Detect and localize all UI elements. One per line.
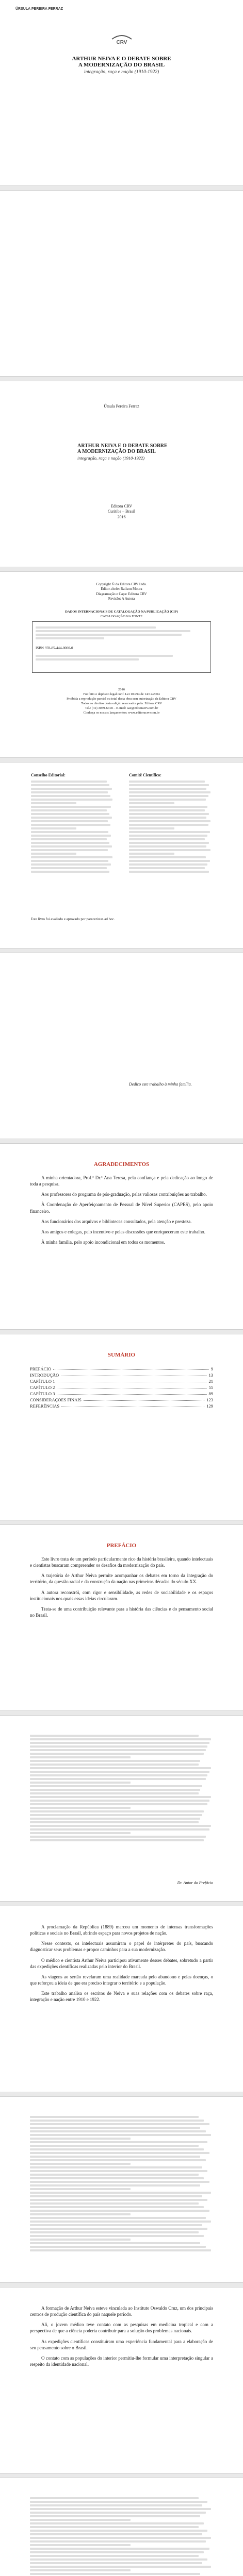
text-line [31,799,112,801]
text-line [30,2569,131,2571]
blank-page [0,191,243,376]
toc-entry[interactable] [30,1372,213,1378]
text-line [129,817,206,819]
introduction-continued-page [0,2097,243,2282]
text-line [129,831,210,833]
page-separator [0,948,243,953]
publisher-logo [109,31,135,45]
title-page-title-line1: ARTHUR NEIVA E O DEBATE SOBRE [77,443,168,449]
editorial-council-title: Conselho Editorial: [31,773,66,777]
text-line [30,2177,204,2179]
text-line [30,2192,211,2194]
title-page-author: Úrsula Pereira Ferraz [104,404,139,409]
text-line [31,831,108,833]
text-line [129,838,205,840]
toc-entry-label: CAPÍTULO 1 [30,1379,55,1384]
chapter-continued-page [0,2478,243,2576]
text-line [30,1803,207,1805]
text-line [30,2130,206,2132]
text-line [31,853,76,855]
text-line [30,1745,207,1748]
text-line [30,2242,200,2244]
preface-signature: Dr. Autor do Prefácio [177,1880,213,1885]
text-line [31,824,110,826]
preface-paragraph: A trajetória de Arthur Neiva permite acompanhar os debates em torno da integração do território, da questão racial e da construção da nação nas primeiras décadas do século XX. [30,1573,213,1585]
text-line [129,827,174,829]
toc-entry-label: PREFÁCIO [30,1366,52,1371]
title-page-subtitle: integração, raça e nação (1910-1922) [77,455,145,461]
intro-paragraph: Este trabalho analisa os escritos de Neiva e suas relações com os debates sobre raça, integração e nação entre 1910 e 1922. [30,1991,213,2003]
text-line [30,2159,206,2161]
toc-entry-page: 123 [206,1397,213,1402]
copyright-legal: Foi feito o depósito legal conf. Lei 10.994 de 14/12/2004 [83,692,160,697]
text-line [30,2519,131,2521]
toc-leader-dots [57,1385,206,1388]
toc-entry-page: 55 [208,1385,213,1390]
toc-entry-page: 21 [208,1379,213,1384]
summary-title: SUMÁRIO [107,1352,136,1358]
text-line [30,1782,131,1784]
text-line [30,1818,200,1820]
cip-sub: CATALOGAÇÃO NA FONTE [100,615,143,618]
text-line [30,2501,207,2503]
text-line [30,2138,131,2140]
toc-entry-label: CONSIDERAÇÕES FINAIS [30,1397,82,1402]
text-line [30,2508,211,2510]
text-line [31,856,112,858]
text-line [30,1839,204,1841]
text-line [31,806,111,808]
cip-isbn: ISBN 978-85-444-0000-0 [36,646,73,650]
text-line [30,2515,200,2517]
toc-entry[interactable] [30,1366,213,1371]
text-line [30,2217,206,2219]
text-line [30,2537,211,2539]
text-line [30,2116,199,2118]
title-page-title-line2: A MODERNIZAÇÃO DO BRASIL [77,449,156,454]
text-line [30,2231,199,2233]
cover-page [0,0,243,185]
acknowledgments-title: AGRADECIMENTOS [93,1161,150,1167]
page-separator [0,2092,243,2097]
text-line [31,813,109,815]
text-line [129,795,208,797]
text-line [30,1778,206,1780]
text-line [30,2562,202,2564]
text-line [31,863,111,866]
text-line [129,784,209,786]
text-line [30,1828,209,1831]
toc-entry-page: 129 [206,1403,213,1409]
text-line [30,2210,209,2212]
text-line [30,2573,200,2575]
text-line [129,791,210,793]
acknowledgment-paragraph: Aos funcionários dos arquivos e bibliotecas consultados, pela atenção e presteza. [41,1218,192,1224]
acknowledgment-paragraph: Aos professores do programa de pós-graduação, pelas valiosas contribuições ao trabalho. [41,1192,207,1197]
text-line [30,2206,204,2208]
scientific-committee [129,773,212,874]
text-line [30,1796,211,1798]
summary-page [0,1334,243,1520]
cip-title: DADOS INTERNACIONAIS DE CATALOGAÇÃO NA PUBLICAÇÃO (CIP) [65,610,178,614]
text-line [30,1792,199,1794]
text-line [30,2555,199,2557]
text-line [31,827,76,829]
text-line [30,2548,209,2550]
text-line [129,863,207,866]
text-line [30,1749,206,1751]
text-line [30,1807,131,1809]
acknowledgment-paragraph: A minha orientadora, Prof.ª Dr.ª Ana Teresa, pela confiança e pela dedicação ao longo de toda a pesquisa. [30,1175,213,1187]
copyright-page [0,572,243,757]
text-line [30,1764,199,1766]
toc-entry-label: INTRODUÇÃO [30,1372,59,1378]
copyright-credits [0,582,243,602]
chapter-paragraph: As expedições científicas constituíram uma experiência fundamental para a elaboração de seu pensamento sobre o Brasil. [30,2338,213,2350]
text-line [30,2235,204,2237]
page-separator [0,1329,243,1334]
copyright-rights: Proibida a reprodução parcial ou total desta obra sem autorização da Editora CRV [67,697,176,701]
page-separator [0,1520,243,1525]
editorial-council [31,773,114,874]
text-line [30,2141,207,2143]
text-line [31,791,108,793]
chapter-paragraph: A formação de Arthur Neiva esteve vinculada ao Instituto Oswaldo Cruz, um dos principais centros de produção científica do país naquele período. [30,2306,213,2317]
text-line [31,867,107,869]
chapter-paragraph: Ali, o jovem médico teve contato com as pesquisas em medicina tropical e com a perspectiva de que a ciência poderia contribuir para a solução dos problemas nacionais. [30,2322,213,2334]
text-line [30,1814,202,1816]
cip-card [32,621,211,673]
text-line [129,845,206,848]
title-page-title-block [77,443,202,461]
text-line [30,1735,199,1737]
text-line [30,2148,204,2150]
text-line [30,1753,204,1755]
text-line [30,2540,206,2543]
text-line [31,860,108,862]
imprint [0,504,243,520]
text-line [31,849,108,851]
dedication-page [0,953,243,1139]
text-line [30,2145,199,2147]
text-line [129,867,205,869]
imprint-publisher: Editora CRV [110,504,133,509]
toc-entry-label: REFERÊNCIAS [30,1403,60,1409]
toc-entry-page: 13 [208,1372,213,1378]
text-line [129,842,209,844]
toc-entry-page: 89 [208,1391,213,1396]
chapter-page [0,2287,243,2473]
text-line [30,1836,206,1838]
review-note: Este livro foi avaliado e aprovado por pareceristas ad hoc. [31,917,115,921]
scientific-committee-title: Comitê Científico: [129,773,161,777]
text-line [31,838,107,840]
text-line [31,820,108,822]
copyright-reserved: Todos os direitos desta edição reservados pela: Editora CRV [81,702,162,706]
preface-continued-page [0,1716,243,1901]
text-line [30,2246,206,2248]
text-line [30,1742,209,1744]
toc-entry[interactable] [30,1397,213,1402]
svg-text:CRV: CRV [116,40,127,45]
copyright-editor: Editor-chefe: Railson Moura [101,587,142,591]
text-line [30,1756,131,1758]
text-line [129,835,207,837]
text-line [129,824,208,826]
acknowledgment-paragraph: À minha família, pelo apoio incondicional em todos os momentos. [41,1239,165,1245]
text-line [31,871,109,873]
text-line [30,2163,131,2165]
text-line [30,2249,211,2251]
page-separator [0,1139,243,1144]
copyright-footer [0,687,243,716]
text-line [31,781,107,783]
copyright-contact: Tel.: (41) 3039-6418 – E-mail: sac@editoracrv.com.br [85,706,158,710]
text-line [30,2228,207,2230]
toc-entry[interactable] [30,1391,213,1396]
preface-page [0,1525,243,1710]
text-line [30,2544,131,2546]
preface-paragraph: Este livro trata de um período particularmente rico da história brasileira, quando intelectuais e cientistas buscaram compreender os desafios da modernização do país. [30,1556,213,1568]
intro-paragraph: As viagens ao sertão revelaram uma realidade marcada pelo abandono e pelas doenças, o que reforçou a ideia de que era preciso integrar o território e a população. [30,1974,213,1986]
text-line [30,2188,131,2190]
text-line [30,1825,211,1827]
text-line [30,1810,204,1812]
page-separator [0,2473,243,2478]
text-line [30,2181,209,2183]
text-line [129,871,209,873]
text-line [129,853,174,855]
copyright-website: Conheça os nossos lançamentos: www.editoracrv.com.br [83,711,160,715]
page-separator [0,1710,243,1716]
text-line [30,2156,200,2158]
cover-title-line1: ARTHUR NEIVA E O DEBATE SOBRE [72,56,171,62]
toc-entry-page: 9 [210,1366,213,1371]
page-separator [0,185,243,191]
text-line [30,1774,207,1776]
intro-paragraph: A proclamação da República (1889) marcou um momento de intensas transformações políticas e sociais no Brasil, abrindo espaço para novos projetos de nação. [30,1924,213,1936]
dedication-text: Dedico este trabalho à minha família. [129,1082,192,1087]
text-line [30,2120,204,2122]
text-line [30,2566,211,2568]
text-line [30,2195,202,2197]
text-line [30,2202,199,2205]
text-line [30,1832,131,1834]
text-line [129,860,210,862]
toc-entry[interactable] [30,1385,213,1390]
toc-entry-label: CAPÍTULO 2 [30,1385,55,1390]
copyright-year: 2016 [118,688,125,691]
intro-paragraph: Nesse contexto, os intelectuais assumiram o papel de intérpretes do país, buscando diagnosticar seus problemas e propor caminhos para a sua modernização. [30,1941,213,1953]
cover-author: ÚRSULA PEREIRA FERRAZ [15,7,63,11]
page-separator [0,376,243,381]
text-line [30,1821,199,1823]
text-line [30,1767,211,1769]
preface-title: PREFÁCIO [106,1543,137,1549]
title-page [0,381,243,567]
text-line [30,2213,131,2215]
text-line [30,2123,209,2125]
toc-entry[interactable] [30,1403,213,1409]
text-line [30,2221,211,2223]
text-line [129,802,174,804]
text-line [30,2530,207,2532]
text-line [30,2551,204,2553]
text-line [30,2152,209,2154]
text-line [129,788,206,790]
text-line [129,809,205,811]
cover-title-block [31,56,212,75]
text-line [30,1738,211,1740]
toc-leader-dots [57,1379,206,1382]
toc-leader-dots [84,1397,204,1401]
text-line [129,820,210,822]
text-line [30,2533,202,2535]
page-separator [0,1901,243,1906]
imprint-city: Curitiba – Brasil [107,509,136,514]
text-line [31,845,112,848]
toc-leader-dots [61,1403,204,1407]
page-separator [0,2282,243,2287]
text-line [31,788,112,790]
toc-entry-label: CAPÍTULO 3 [30,1391,55,1396]
councils-page [0,762,243,948]
text-line [30,2170,207,2172]
text-line [30,2526,199,2528]
page-separator [0,757,243,762]
text-line [31,835,111,837]
text-line [129,781,205,783]
text-line [30,2134,211,2136]
toc-leader-dots [53,1366,209,1370]
acknowledgment-paragraph: Aos amigos e colegas, pelo incentivo e pelas discussões que enriqueceram este trabalho. [41,1229,205,1234]
imprint-year: 2016 [117,514,126,519]
text-line [129,856,206,858]
text-line [129,806,207,808]
text-line [30,2497,199,2499]
text-line [30,2184,200,2187]
copyright-line: Copyright © da Editora CRV Ltda. [96,582,147,586]
preface-paragraph: Trata-se de uma contribuição relevante para a história das ciências e do pensamento social no Brasil. [30,1606,213,1618]
text-line [30,2522,204,2524]
text-line [31,802,76,804]
text-line [30,1771,209,1773]
text-line [31,795,110,797]
text-line [30,2512,206,2514]
text-line [30,2127,200,2129]
text-line [31,809,107,811]
cover-title-line2: A MODERNIZAÇÃO DO BRASIL [78,62,165,68]
text-line [30,2504,202,2506]
text-line [30,1789,200,1791]
text-line [31,842,109,844]
text-line [30,2199,207,2201]
text-line [31,817,112,819]
text-line [129,849,210,851]
intro-paragraph: O médico e cientista Arthur Neiva participou ativamente desses debates, sobretudo a partir das expedições científicas realizadas pelo interior do Brasil. [30,1957,213,1969]
text-line [129,799,206,801]
text-line [30,2174,199,2176]
copyright-diagram: Diagramação e Capa: Editora CRV [96,591,147,596]
cover-subtitle: integração, raça e nação (1910-1922) [84,70,159,75]
copyright-revision: Revisão: A Autora [108,597,135,601]
text-line [31,784,109,786]
text-line [30,1800,209,1802]
text-line [30,1760,200,1762]
toc-leader-dots [61,1372,206,1376]
page-separator [0,567,243,572]
acknowledgment-paragraph: À Coordenação de Aperfeiçoamento de Pessoal de Nível Superior (CAPES), pelo apoio financeiro. [30,1202,213,1214]
toc-leader-dots [57,1391,206,1395]
chapter-paragraph: O contato com as populações do interior permitiu-lhe formular uma interpretação singular a respeito da identidade nacional. [30,2355,213,2367]
text-line [30,2239,131,2241]
preface-paragraph: A autora reconstrói, com rigor e sensibilidade, as redes de sociabilidade e os espaços institucionais nos quais essas ideias circularam. [30,1589,213,1601]
text-line [30,2558,207,2561]
text-line [30,2166,202,2168]
acknowledgments-page [0,1144,243,1329]
text-line [30,2224,202,2226]
toc-entry[interactable] [30,1379,213,1384]
text-line [129,813,209,815]
text-line [30,1785,202,1787]
introduction-page [0,1906,243,2092]
